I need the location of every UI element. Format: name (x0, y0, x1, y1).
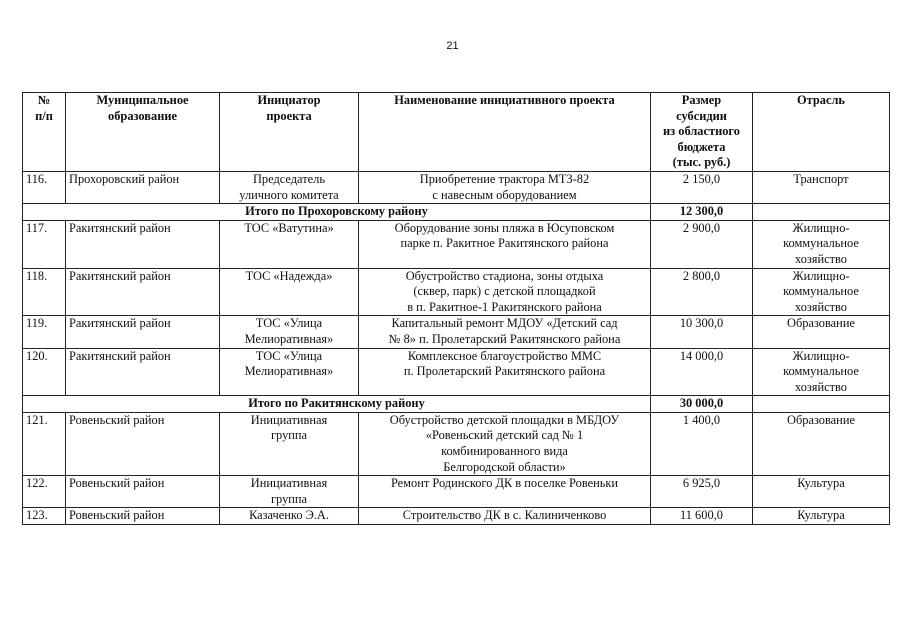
table-row (23, 220, 890, 268)
subsidy-table (22, 92, 890, 525)
initiator-cell: ТОС «Улица Мелиоративная» (220, 348, 359, 396)
project-name-cell: Обустройство детской площадки в МБДОУ «Ровеньский детский сад № 1 комбинированного вида Белгородской области» (359, 412, 651, 475)
initiator-cell: Казаченко Э.А. (220, 508, 359, 525)
total-empty-cell (753, 396, 890, 413)
initiator-cell: ТОС «Улица Мелиоративная» (220, 316, 359, 348)
row-number: 116. (23, 171, 66, 203)
table-row (23, 348, 890, 396)
project-name-cell: Ремонт Родинского ДК в поселке Ровеньки (359, 476, 651, 508)
total-value: 12 300,0 (651, 204, 753, 221)
row-number: 121. (23, 412, 66, 475)
industry-cell: Образование (753, 412, 890, 475)
initiator-cell: Председатель уличного комитета (220, 171, 359, 203)
industry-cell: Транспорт (753, 171, 890, 203)
municipality-cell: Ракитянский район (66, 268, 220, 316)
municipality-cell: Ровеньский район (66, 476, 220, 508)
subsidy-cell: 2 150,0 (651, 171, 753, 203)
table-row (23, 412, 890, 475)
row-number: 123. (23, 508, 66, 525)
project-name-cell: Обустройство стадиона, зоны отдыха (сквер, парк) с детской площадкой в п. Ракитное-1 Ракитянского района (359, 268, 651, 316)
municipality-cell: Прохоровский район (66, 171, 220, 203)
subsidy-cell: 2 800,0 (651, 268, 753, 316)
row-number: 117. (23, 220, 66, 268)
municipality-cell: Ракитянский район (66, 220, 220, 268)
table-header-row (23, 93, 890, 172)
total-label: Итого по Ракитянскому району (23, 396, 651, 413)
total-label: Итого по Прохоровскому району (23, 204, 651, 221)
table-row (23, 316, 890, 348)
municipality-cell: Ровеньский район (66, 412, 220, 475)
row-number: 120. (23, 348, 66, 396)
page-number: 21 (446, 40, 459, 52)
total-empty-cell (753, 204, 890, 221)
industry-cell: Культура (753, 508, 890, 525)
industry-cell: Жилищно- коммунальное хозяйство (753, 268, 890, 316)
header-project: Наименование инициативного проекта (359, 93, 651, 172)
project-name-cell: Оборудование зоны пляжа в Юсуповском парке п. Ракитное Ракитянского района (359, 220, 651, 268)
table-row (23, 268, 890, 316)
table-row (23, 508, 890, 525)
project-name-cell: Комплексное благоустройство ММС п. Пролетарский Ракитянского района (359, 348, 651, 396)
project-name-cell: Капитальный ремонт МДОУ «Детский сад № 8» п. Пролетарский Ракитянского района (359, 316, 651, 348)
subsidy-cell: 6 925,0 (651, 476, 753, 508)
row-number: 118. (23, 268, 66, 316)
row-number: 119. (23, 316, 66, 348)
table-row (23, 171, 890, 203)
table-row (23, 476, 890, 508)
total-value: 30 000,0 (651, 396, 753, 413)
municipality-cell: Ракитянский район (66, 316, 220, 348)
header-initiator: Инициатор проекта (220, 93, 359, 172)
industry-cell: Культура (753, 476, 890, 508)
industry-cell: Образование (753, 316, 890, 348)
initiator-cell: Инициативная группа (220, 476, 359, 508)
header-subsidy: Размер субсидии из областного бюджета (тыс. руб.) (651, 93, 753, 172)
project-name-cell: Строительство ДК в с. Калиниченково (359, 508, 651, 525)
initiator-cell: Инициативная группа (220, 412, 359, 475)
industry-cell: Жилищно- коммунальное хозяйство (753, 348, 890, 396)
header-num: № п/п (23, 93, 66, 172)
subsidy-cell: 14 000,0 (651, 348, 753, 396)
subsidy-cell: 10 300,0 (651, 316, 753, 348)
row-number: 122. (23, 476, 66, 508)
municipality-cell: Ровеньский район (66, 508, 220, 525)
municipality-cell: Ракитянский район (66, 348, 220, 396)
subsidy-cell: 11 600,0 (651, 508, 753, 525)
header-municipality: Муниципальное образование (66, 93, 220, 172)
total-row (23, 396, 890, 413)
project-name-cell: Приобретение трактора МТЗ-82 с навесным оборудованием (359, 171, 651, 203)
initiator-cell: ТОС «Ватутина» (220, 220, 359, 268)
industry-cell: Жилищно- коммунальное хозяйство (753, 220, 890, 268)
total-row (23, 204, 890, 221)
subsidy-cell: 2 900,0 (651, 220, 753, 268)
initiator-cell: ТОС «Надежда» (220, 268, 359, 316)
header-industry: Отрасль (753, 93, 890, 172)
subsidy-cell: 1 400,0 (651, 412, 753, 475)
